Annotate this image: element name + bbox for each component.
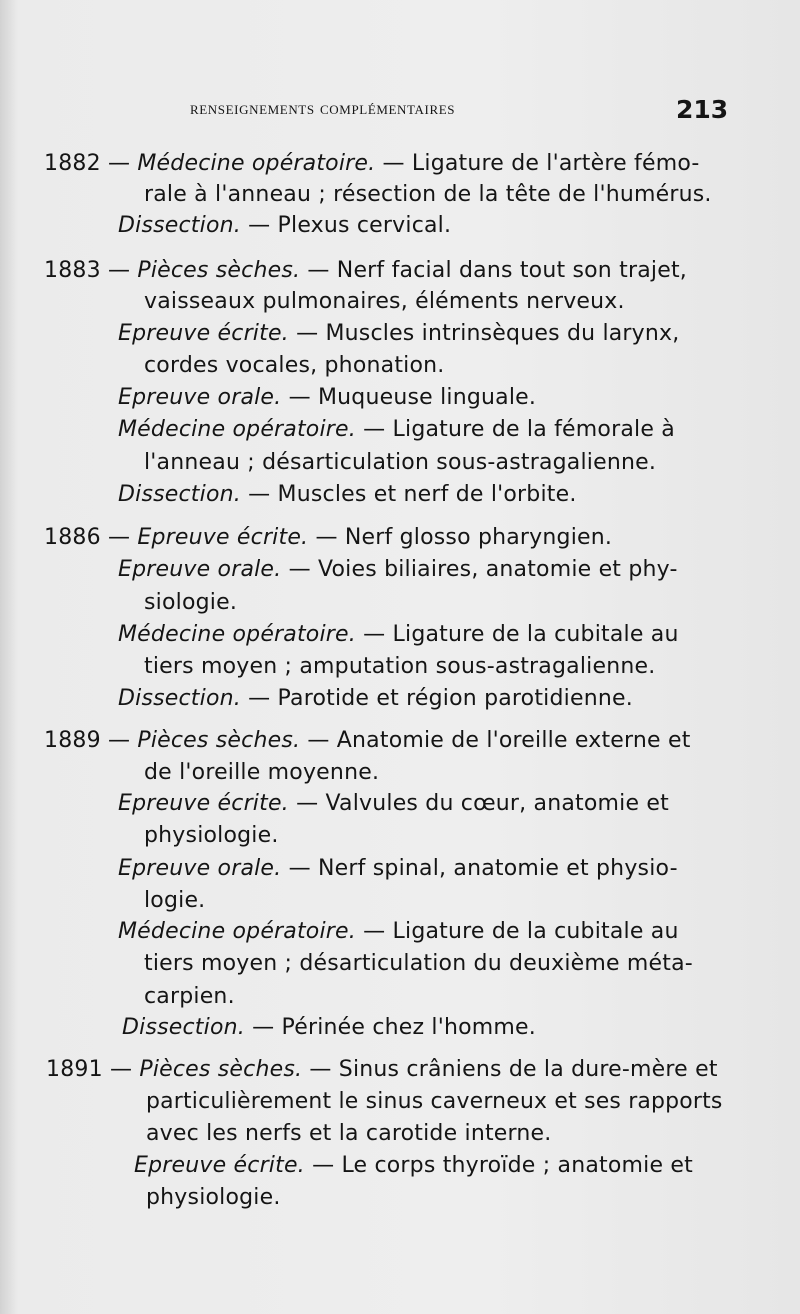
text-line [134, 1152, 693, 1180]
italic-heading: Epreuve orale. [118, 557, 282, 582]
italic-heading: Epreuve écrite. [137, 525, 309, 550]
line-text: avec les nerfs et la carotide interne. [146, 1121, 552, 1146]
text-line [146, 1088, 723, 1116]
line-text: 1891 — [46, 1057, 140, 1082]
text-line [118, 320, 679, 348]
line-text: — Voies biliaires, anatomie et phy- [281, 557, 678, 582]
italic-heading: Dissection. [118, 213, 241, 238]
line-text: siologie. [144, 590, 238, 615]
line-text: — Plexus cervical. [240, 213, 452, 238]
italic-heading: Médecine opératoire. [118, 417, 356, 442]
text-line [44, 257, 687, 285]
text-line [118, 556, 678, 584]
line-text: 1886 — [44, 525, 138, 550]
line-text: — Périnée chez l'homme. [244, 1015, 536, 1040]
line-text: — Sinus crâniens de la dure-mère et [302, 1057, 718, 1082]
italic-heading: Dissection. [118, 686, 241, 711]
line-text: — Valvules du cœur, anatomie et [288, 791, 669, 816]
line-text: 1882 — [44, 151, 138, 176]
line-text: — Ligature de la cubitale au [355, 919, 679, 944]
running-title: renseignements complémentaires [190, 98, 456, 119]
italic-heading: Epreuve écrite. [134, 1153, 305, 1178]
text-line [118, 790, 669, 818]
line-text: tiers moyen ; amputation sous-astragalienne. [144, 654, 656, 679]
text-line [118, 685, 633, 713]
text-line [118, 212, 451, 240]
text-line [146, 1184, 281, 1212]
line-text: carpien. [144, 984, 235, 1009]
line-text: — Anatomie de l'oreille externe et [300, 728, 691, 753]
text-line [144, 589, 237, 617]
italic-heading: Pièces sèches. [139, 1057, 303, 1082]
text-line [144, 288, 625, 316]
line-text: — Ligature de la cubitale au [355, 622, 679, 647]
italic-heading: Epreuve orale. [118, 856, 282, 881]
italic-heading: Dissection. [122, 1015, 245, 1040]
line-text: — Nerf spinal, anatomie et physio- [281, 856, 678, 881]
line-text: — Le corps thyroïde ; anatomie et [304, 1153, 693, 1178]
italic-heading: Dissection. [118, 482, 241, 507]
text-line [44, 727, 691, 755]
line-text: particulièrement le sinus caverneux et ses rapports [146, 1089, 723, 1114]
text-line [122, 1014, 536, 1042]
line-text: — Muqueuse linguale. [281, 385, 537, 410]
line-text: — Ligature de l'artère fémo- [375, 151, 700, 176]
italic-heading: Epreuve écrite. [118, 791, 289, 816]
line-text: 1883 — [44, 258, 138, 283]
text-line [144, 181, 712, 209]
italic-heading: Pièces sèches. [137, 258, 301, 283]
text-line [144, 887, 205, 915]
italic-heading: Pièces sèches. [137, 728, 301, 753]
text-line [118, 621, 679, 649]
italic-heading: Médecine opératoire. [137, 151, 376, 176]
text-line [144, 759, 379, 787]
text-line [118, 481, 577, 509]
line-text: — Nerf glosso pharyngien. [308, 525, 613, 550]
italic-heading: Médecine opératoire. [118, 622, 356, 647]
italic-heading: Epreuve écrite. [118, 321, 289, 346]
text-line [44, 150, 700, 178]
line-text: physiologie. [144, 823, 279, 848]
line-text: de l'oreille moyenne. [144, 760, 380, 785]
text-line [118, 384, 536, 412]
text-line [118, 855, 678, 883]
line-text: — Muscles et nerf de l'orbite. [240, 482, 577, 507]
line-text: — Nerf facial dans tout son trajet, [300, 258, 687, 283]
page-number: 213 [676, 95, 729, 124]
line-text: l'anneau ; désarticulation sous-astragalienne. [144, 450, 657, 475]
text-line [144, 653, 655, 681]
line-text: tiers moyen ; désarticulation du deuxième méta- [144, 951, 693, 976]
text-line [144, 449, 656, 477]
line-text: — Muscles intrinsèques du larynx, [288, 321, 680, 346]
line-text: physiologie. [146, 1185, 281, 1210]
text-line [144, 983, 235, 1011]
text-line [118, 416, 675, 444]
line-text: — Ligature de la fémorale à [355, 417, 675, 442]
line-text: logie. [144, 888, 206, 913]
line-text: 1889 — [44, 728, 138, 753]
line-text: — Parotide et région parotidienne. [240, 686, 633, 711]
italic-heading: Epreuve orale. [118, 385, 282, 410]
text-line [44, 524, 612, 552]
text-line [144, 352, 444, 380]
text-line [118, 918, 679, 946]
text-line [144, 822, 279, 850]
text-line [146, 1120, 551, 1148]
line-text: rale à l'anneau ; résection de la tête de l'humérus. [144, 182, 712, 207]
text-line [144, 950, 693, 978]
text-line [46, 1056, 718, 1084]
italic-heading: Médecine opératoire. [118, 919, 356, 944]
line-text: vaisseaux pulmonaires, éléments nerveux. [144, 289, 625, 314]
line-text: cordes vocales, phonation. [144, 353, 445, 378]
